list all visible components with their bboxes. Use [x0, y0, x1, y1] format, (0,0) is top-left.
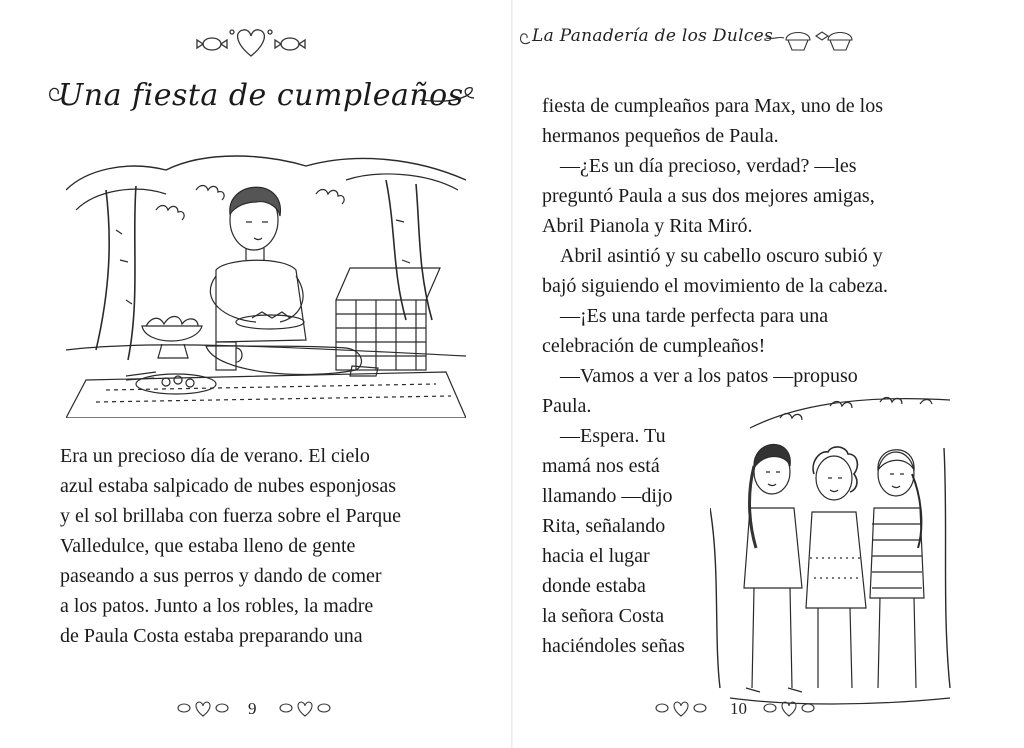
text-line: Rita, señalando: [542, 515, 666, 537]
right-page: [512, 0, 1024, 748]
text-line: llamando —dijo: [542, 485, 673, 507]
text-line: fiesta de cumpleaños para Max, uno de los: [542, 95, 884, 117]
picnic-illustration: [66, 150, 466, 418]
chapter-title: Una fiesta de cumpleaños: [58, 78, 464, 113]
title-flourish-right-icon: [418, 86, 478, 110]
running-head: La Panadería de los Dulces: [532, 26, 774, 46]
cupcake-ornament-icon: [764, 22, 856, 52]
text-line: Paula.: [542, 395, 592, 417]
footer-ornament-right-icon: [760, 698, 818, 718]
page-number: 10: [730, 699, 747, 718]
text-line: de Paula Costa estaba preparando una: [60, 625, 363, 647]
text-line: bajó siguiendo el movimiento de la cabeza.: [542, 275, 888, 297]
footer-ornament-right-icon: [276, 698, 334, 718]
three-friends-illustration: [710, 388, 956, 718]
text-line: preguntó Paula a sus dos mejores amigas,: [542, 185, 875, 207]
text-line: Era un precioso día de verano. El cielo: [60, 445, 370, 467]
text-line: Valledulce, que estaba lleno de gente: [60, 535, 356, 557]
right-text-block-top: [542, 91, 888, 421]
text-line: —Espera. Tu: [560, 425, 666, 447]
text-line: paseando a sus perros y dando de comer: [60, 565, 382, 587]
footer-ornament-left-icon: [174, 698, 232, 718]
text-line: Abril asintió y su cabello oscuro subió y: [560, 245, 883, 267]
left-text-block: [60, 441, 401, 651]
page-number: 9: [248, 699, 257, 718]
text-line: hermanos pequeños de Paula.: [542, 125, 779, 147]
text-line: donde estaba: [542, 575, 646, 597]
text-line: —Vamos a ver a los patos —propuso: [560, 365, 858, 387]
text-line: hacia el lugar: [542, 545, 650, 567]
text-line: y el sol brillaba con fuerza sobre el Parque: [60, 505, 401, 527]
text-line: Abril Pianola y Rita Miró.: [542, 215, 753, 237]
text-line: celebración de cumpleaños!: [542, 335, 766, 357]
running-head-flourish-icon: [518, 30, 532, 46]
text-line: haciéndoles señas: [542, 635, 685, 657]
text-line: mamá nos está: [542, 455, 660, 477]
text-line: a los patos. Junto a los robles, la madre: [60, 595, 374, 617]
footer-ornament-left-icon: [652, 698, 710, 718]
text-line: —¿Es un día precioso, verdad? —les: [560, 155, 857, 177]
text-line: la señora Costa: [542, 605, 665, 627]
text-line: azul estaba salpicado de nubes esponjosas: [60, 475, 397, 497]
right-text-block-narrow: [542, 421, 685, 661]
candy-heart-ornament-icon: [196, 22, 306, 58]
text-line: —¡Es una tarde perfecta para una: [560, 305, 829, 327]
